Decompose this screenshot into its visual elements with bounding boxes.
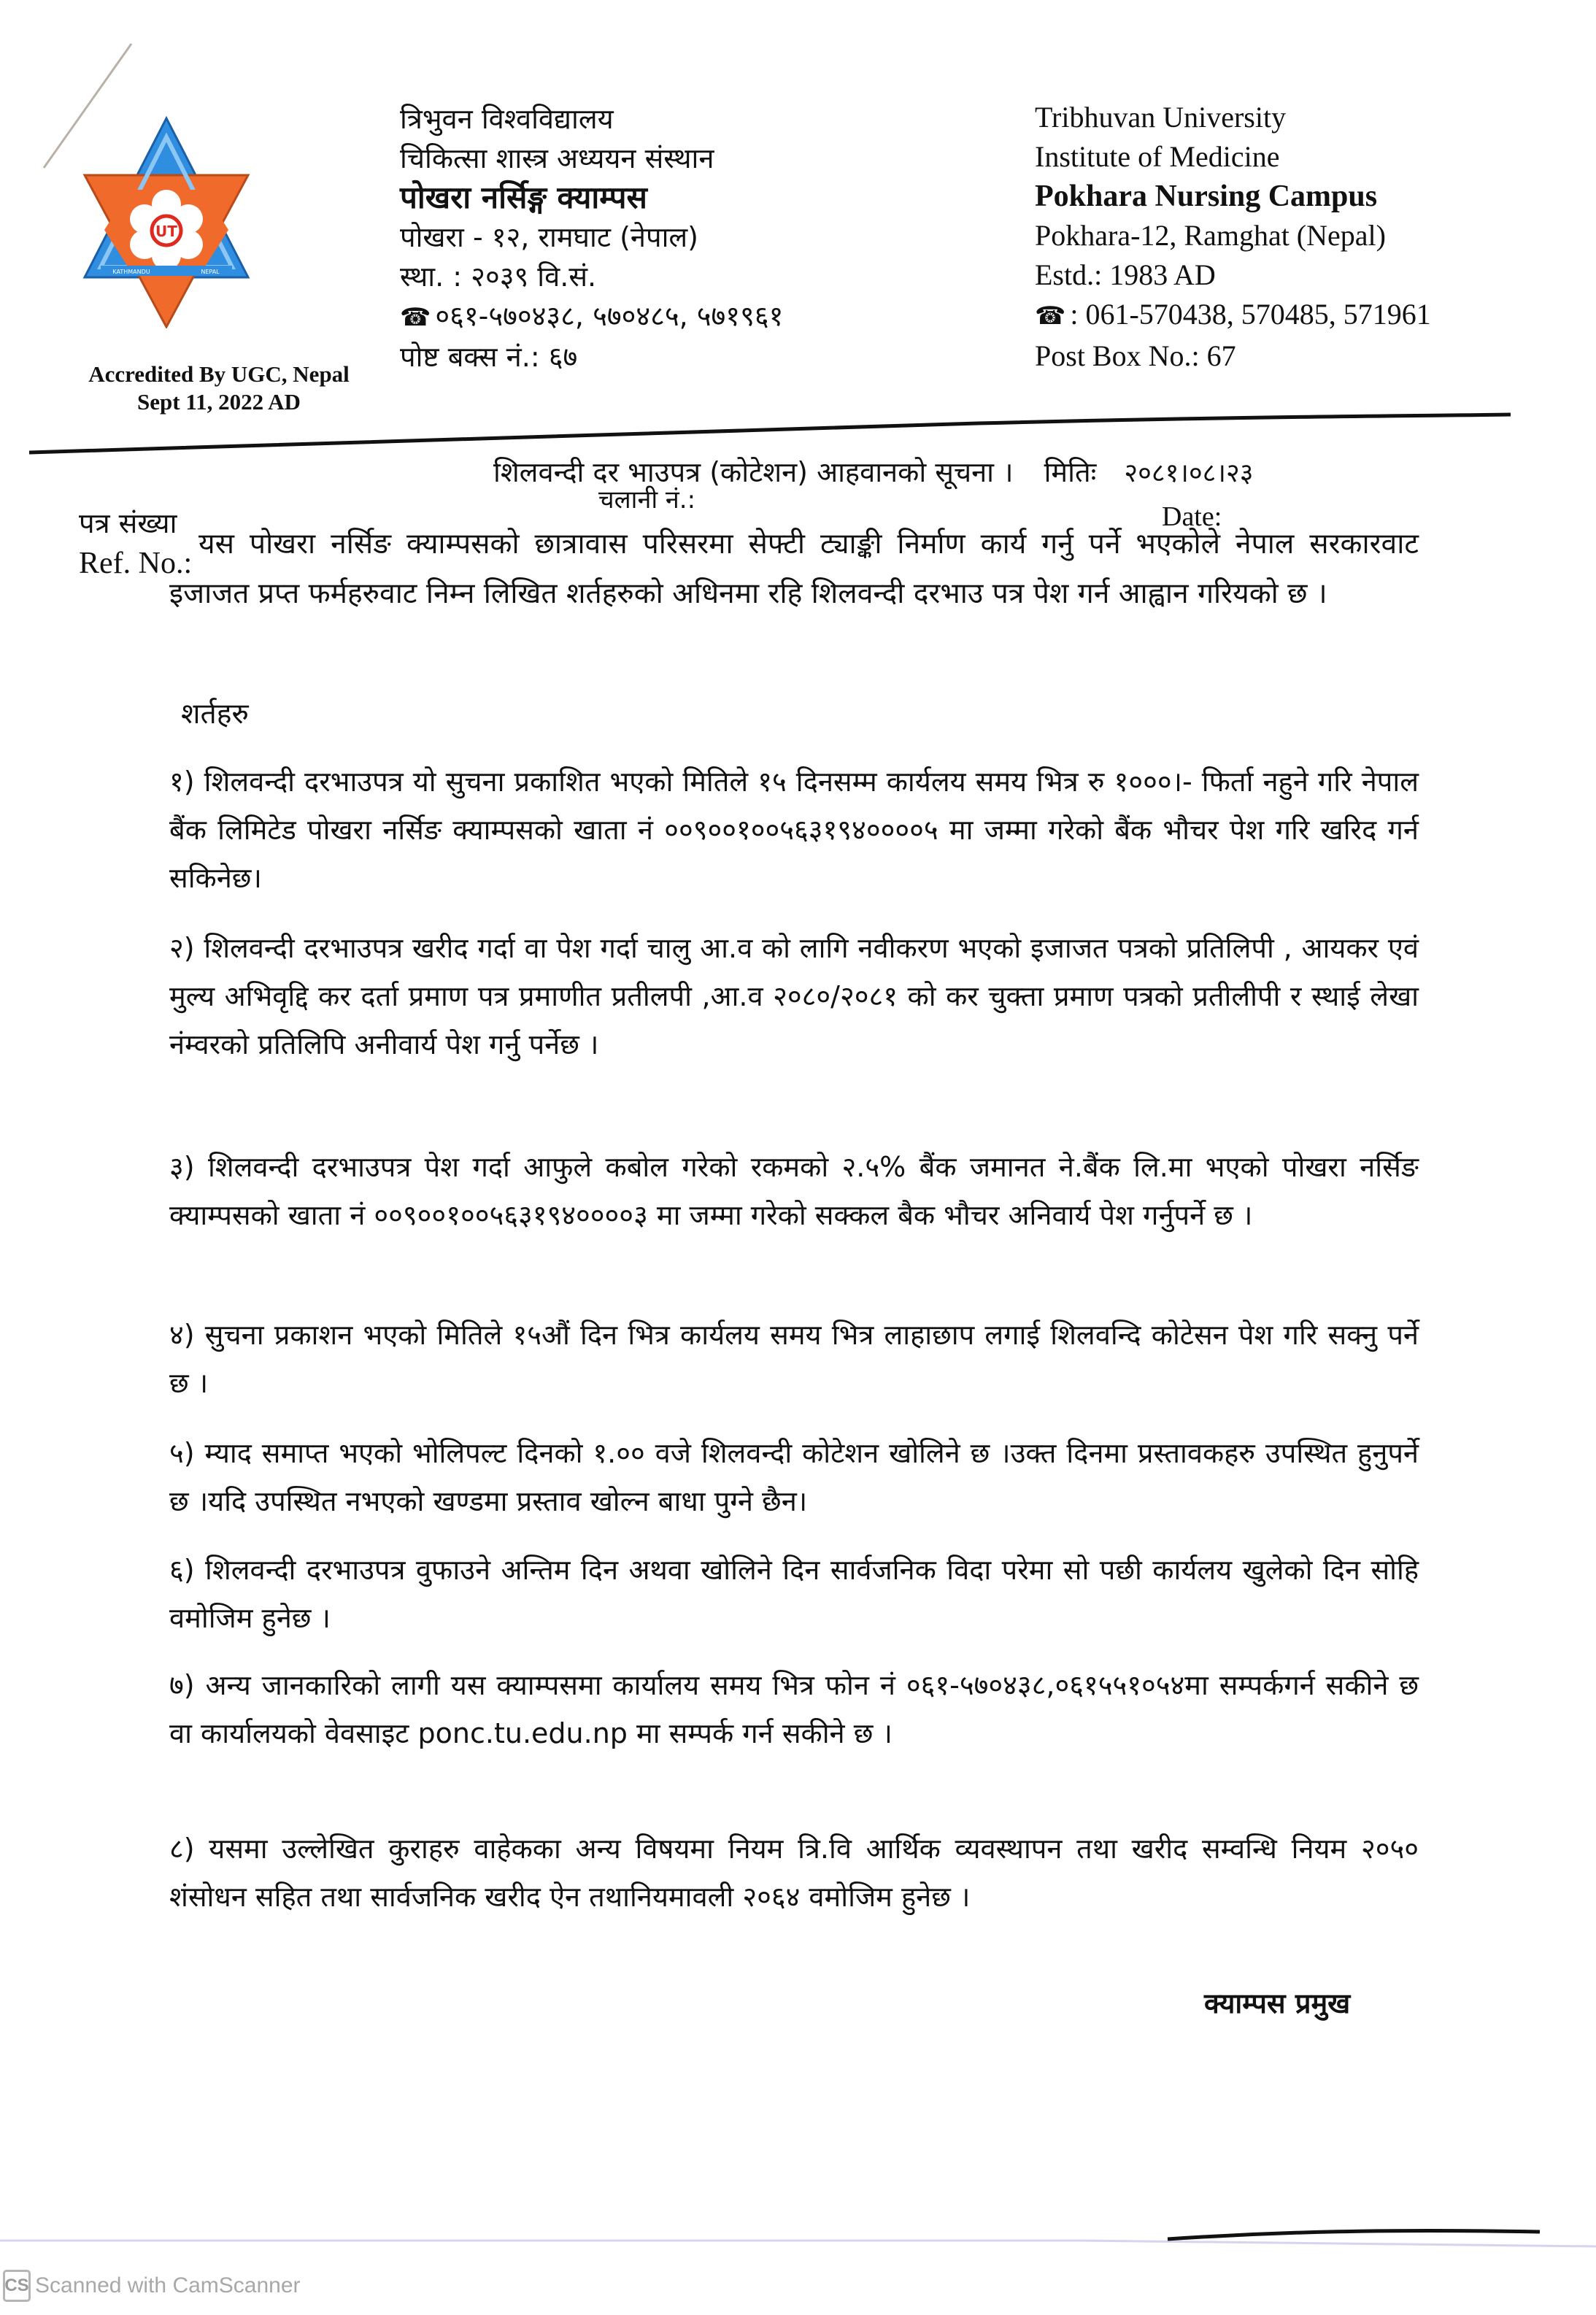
condition-item: ५) म्याद समाप्त भएको भोलिपल्ट दिनको १.०० वजे शिलवन्दी कोटेशन खोलिने छ ।उक्त दिनमा प्रस्तावकहरु उपस्थित हुनुपर्ने छ ।यदि उपस्थित नभएको खण्डमा प्रस्ताव खोल्न बाधा पुग्ने छैन। — [169, 1437, 1419, 1517]
condition-item: ३) शिलवन्दी दरभाउपत्र पेश गर्दा आफुले कबोल गरेको रकमको २.५% बैंक जमानत ने.बैंक लि.मा भएको पोखरा नर्सिङ क्याम्पसको खाता नं ००९००१००५६३१९४००००३ मा जम्मा गरेको सक्कल बैक भौचर अनिवार्य पेश गर्नुपर्ने छ । — [169, 1151, 1419, 1231]
telephone-icon: ☎ — [1035, 303, 1066, 330]
logo-band-left: KATHMANDU — [112, 269, 150, 275]
np-institute: चिकित्सा शास्त्र अध्ययन संस्थान — [400, 142, 714, 174]
camscanner-logo-icon: CS — [3, 2270, 31, 2302]
accreditation — [66, 361, 372, 416]
np-post-box: पोष्ट बक्स नं.: ६७ — [400, 341, 578, 373]
condition-item: ६) शिलवन्दी दरभाउपत्र वुफाउने अन्तिम दिन अथवा खोलिने दिन सार्वजनिक विदा परेमा सो पछी कार्यलय खुलेको दिन सोहि वमोजिम हुनेछ । — [169, 1554, 1419, 1634]
np-university: त्रिभुवन विश्वविद्यालय — [400, 103, 614, 135]
patra-sankhya-label: पत्र संख्या — [79, 507, 177, 539]
condition-item: २) शिलवन्दी दरभाउपत्र खरीद गर्दा वा पेश गर्दा चालु आ.व को लागि नवीकरण भएको इजाजत पत्रको प्रतिलिपी , आयकर एवं मुल्य अभिवृद्दि कर दर्ता प्रमाण पत्र प्रमाणीत प्रतीलपी ,आ.व २०८०/२०८१ को कर चुक्ता प्रमाण पत्रको प्रतीलीपी र स्थाई लेखा नंम्वरको प्रतिलिपि अनीवार्य पेश गर्नु पर्नेछ । — [169, 932, 1419, 1060]
condition-item: ८) यसमा उल्लेखित कुराहरु वाहेकका अन्य विषयमा नियम त्रि.वि आर्थिक व्यवस्थापन तथा खरीद सम्वन्धि नियम २०५० शंसोधन सहित तथा सार्वजनिक खरीद ऐन तथानियमावली २०६४ वमोजिम हुनेछ । — [169, 1833, 1419, 1913]
np-established: स्था. : २०३९ वि.सं. — [400, 261, 597, 293]
header-nepali — [400, 99, 783, 377]
date-label-en: Date: — [1162, 501, 1222, 532]
en-established: Estd.: 1983 AD — [1035, 258, 1216, 291]
np-phone: ०६१-५७०४३८, ५७०४८५, ५७१९६१ — [435, 300, 784, 332]
page-edge-line — [0, 2226, 1596, 2255]
condition-item: १) शिलवन्दी दरभाउपत्र यो सुचना प्रकाशित भएको मितिले १५ दिनसम्म कार्यलय समय भित्र रु १०००।- फिर्ता नहुने गरि नेपाल बैंक लिमिटेड पोखरा नर्सिङ क्याम्पसको खाता नं ००९००१००५६३१९४००००५ मा जम्मा गरेको बैंक भौचर पेश गरि खरिद गर्न सकिनेछ। — [169, 766, 1419, 894]
ref-no-label: Ref. No.: — [79, 547, 193, 580]
condition-item: ४) सुचना प्रकाशन भएको मितिले १५औं दिन भित्र कार्यलय समय भित्र लाहाछाप लगाई शिलवन्दि कोटेसन पेश गरि सक्नु पर्ने छ । — [169, 1319, 1419, 1399]
en-address: Pokhara-12, Ramghat (Nepal) — [1035, 219, 1386, 252]
telephone-icon: ☎ — [400, 303, 431, 332]
en-campus: Pokhara Nursing Campus — [1035, 180, 1378, 213]
en-post-box: Post Box No.: 67 — [1035, 339, 1236, 372]
np-phone-line — [400, 296, 783, 337]
accreditation-line-1: Accredited By UGC, Nepal — [88, 361, 350, 387]
tribhuvan-university-logo — [79, 109, 254, 328]
en-phone: : 061-570438, 570485, 571961 — [1070, 298, 1431, 331]
notice-title: शिलवन्दी दर भाउपत्र (कोटेशन) आहवानको सूचना । — [493, 456, 1014, 488]
en-institute: Institute of Medicine — [1035, 140, 1280, 173]
en-phone-line — [1035, 295, 1431, 336]
en-university: Tribhuvan University — [1035, 101, 1287, 134]
np-address: पोखरा - १२, रामघाट (नेपाल) — [400, 221, 699, 253]
logo-band-right: NEPAL — [201, 269, 220, 275]
notice-intro: यस पोखरा नर्सिङ क्याम्पसको छात्रावास परिसरमा सेफ्टी ट्याङ्की निर्माण कार्य गर्नु पर्ने भएकोले नेपाल सरकारवाट इजाजत प्रप्त फर्महरुवाट निम्न लिखित शर्तहरुको अधिनमा रहि शिलवन्दी दरभाउ पत्र पेश गर्न आह्वान गरियको छ । — [169, 528, 1419, 610]
date-label-np: मितिः — [1044, 456, 1097, 488]
logo-emblem-text: UT — [155, 223, 177, 240]
accreditation-line-2: Sept 11, 2022 AD — [137, 389, 301, 415]
camscanner-text: Scanned with CamScanner — [35, 2273, 301, 2297]
chalani-number-label: चलानी नं.: — [598, 485, 696, 515]
np-campus: पोखरा नर्सिङ्ग क्याम्पस — [400, 180, 647, 215]
date-value: २०८१।०८।२३ — [1124, 458, 1254, 488]
header-english — [1035, 98, 1431, 376]
signature-campus-chief: क्याम्पस प्रमुख — [1204, 1987, 1351, 2019]
camscanner-watermark — [3, 2270, 301, 2302]
conditions-heading: शर्तहरु — [181, 698, 249, 731]
condition-item: ७) अन्य जानकारिको लागी यस क्याम्पसमा कार्यालय समय भित्र फोन नं ०६१-५७०४३८,०६१५५१०५४मा सम्पर्कगर्न सकीने छ वा कार्यालयको वेवसाइट ponc.tu.edu.np मा सम्पर्क गर्न सकीने छ । — [169, 1669, 1419, 1749]
